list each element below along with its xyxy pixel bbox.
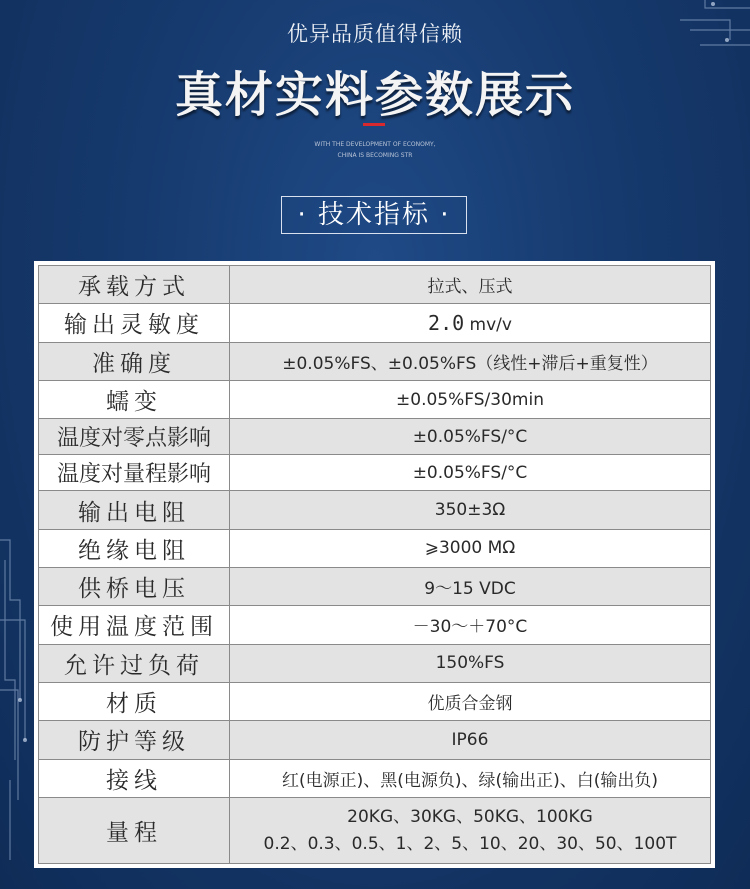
table-row <box>39 304 711 342</box>
spec-label: 供桥电压 <box>39 568 230 606</box>
spec-value: 拉式、压式 <box>230 266 711 304</box>
spec-label: 输出电阻 <box>39 491 230 529</box>
title-accent-line <box>363 123 385 126</box>
spec-value: －30～＋70°C <box>230 606 711 644</box>
spec-value: 9～15 VDC <box>230 568 711 606</box>
spec-value: 红(电源正)、黑(电源负)、绿(输出正)、白(输出负) <box>230 759 711 797</box>
spec-value: 150%FS <box>230 644 711 682</box>
spec-label: 允许过负荷 <box>39 644 230 682</box>
range-line-kg: 20KG、30KG、50KG、100KG <box>347 806 593 827</box>
table-row <box>39 529 711 567</box>
table-row <box>39 491 711 529</box>
table-row <box>39 568 711 606</box>
header-subtitle: 优异品质值得信赖 <box>287 22 463 46</box>
spec-value: ±0.05%FS/30min <box>230 380 711 418</box>
table-row <box>39 419 711 455</box>
table-row <box>39 606 711 644</box>
english-tagline-line1: WITH THE DEVELOPMENT OF ECONOMY, <box>314 141 436 148</box>
table-row <box>39 682 711 720</box>
spec-value: ±0.05%FS/°C <box>230 455 711 491</box>
spec-value <box>230 798 711 864</box>
page-title: 真材实料参数展示 <box>174 67 575 123</box>
spec-label: 温度对零点影响 <box>39 419 230 455</box>
table-row <box>39 266 711 304</box>
spec-value: IP66 <box>230 721 711 759</box>
spec-table-container <box>34 261 715 868</box>
sensitivity-number: 2.0 <box>428 310 465 335</box>
spec-label: 准确度 <box>39 342 230 380</box>
table-row <box>39 798 711 864</box>
spec-label: 量程 <box>39 798 230 864</box>
spec-value <box>230 304 711 342</box>
spec-label: 材质 <box>39 682 230 720</box>
spec-value: ±0.05%FS/°C <box>230 419 711 455</box>
section-heading: · 技术指标 · <box>281 196 467 234</box>
english-tagline <box>0 139 750 161</box>
spec-label: 输出灵敏度 <box>39 304 230 342</box>
spec-value: 优质合金钢 <box>230 682 711 720</box>
table-row <box>39 380 711 418</box>
spec-label: 绝缘电阻 <box>39 529 230 567</box>
spec-value: ±0.05%FS、±0.05%FS（线性+滞后+重复性） <box>230 342 711 380</box>
table-row <box>39 721 711 759</box>
range-line-t: 0.2、0.3、0.5、1、2、5、10、20、30、50、100T <box>263 833 677 854</box>
table-row <box>39 644 711 682</box>
spec-label: 温度对量程影响 <box>39 455 230 491</box>
spec-value: ⩾3000 MΩ <box>230 529 711 567</box>
spec-table <box>38 265 711 864</box>
english-tagline-line2: CHINA IS BECOMING STR <box>337 152 413 159</box>
spec-label: 使用温度范围 <box>39 606 230 644</box>
spec-label: 防护等级 <box>39 721 230 759</box>
table-row <box>39 455 711 491</box>
spec-label: 承载方式 <box>39 266 230 304</box>
spec-label: 蠕变 <box>39 380 230 418</box>
table-row <box>39 759 711 797</box>
spec-value: 350±3Ω <box>230 491 711 529</box>
spec-label: 接线 <box>39 759 230 797</box>
table-row <box>39 342 711 380</box>
sensitivity-unit: mv/v <box>464 314 512 335</box>
